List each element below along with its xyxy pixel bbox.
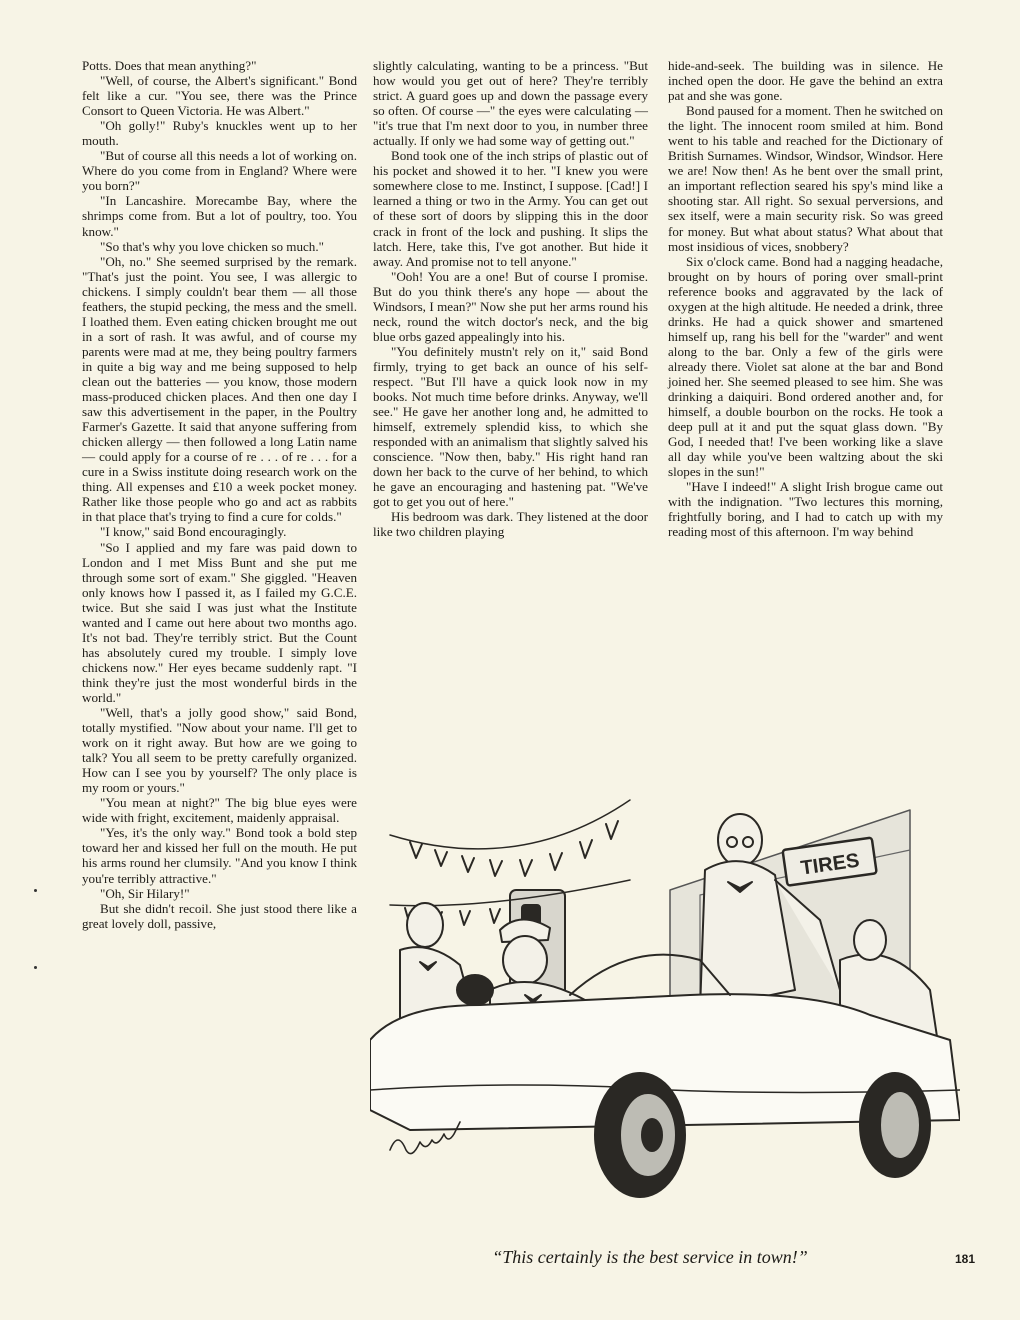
cartoon-illustration [370, 790, 960, 1220]
margin-mark [34, 966, 37, 969]
text-column-1 [82, 58, 357, 931]
paragraph: His bedroom was dark. They listened at the door like two children playing [373, 509, 648, 540]
paragraph: slightly calculating, wanting to be a princess. "But how would you get out of here? They're terribly strict. A guard goes up and down the passage every so often. Of course —" the eyes were calculating — "it's true that I'm next door to you, in number three actually. If only we had some way of getting out." [373, 58, 648, 149]
car-wheel-rear [860, 1073, 930, 1177]
paragraph: "In Lancashire. Morecambe Bay, where the shrimps come from. But a lot of poultry, too. You know." [82, 193, 357, 239]
paragraph: "Oh, Sir Hilary!" [100, 885, 190, 901]
paragraph: But she didn't recoil. She just stood there like a great lovely doll, passive, [82, 900, 357, 931]
paragraph: "Ooh! You are a one! But of course I promise. But do you think there's any hope — about the Windsors, I mean?" Now she put her arms round his neck, round the witch doctor's neck, and the big blue orbs gazed appealingly into his. [373, 268, 648, 344]
paragraph: Bond paused for a moment. Then he switched on the light. The innocent room smiled at him. Bond went to his table and reached for the Dictionary of British Surnames. Windsor, Windsor, Windsor. Here we are! Now then! As he bent over the small print, an important reflection seared his spy's mind like a shooting star. All right. So sexual perversions, and sex itself, were a main security risk. So was greed for money. But what about status? What about that most insidious of vices, snobbery? [668, 103, 943, 254]
paragraph: Bond took one of the inch strips of plastic out of his pocket and showed it to her. "I knew you were somewhere close to me. Instinct, I suppose. [Cad!] I learned a thing or two in the Army. You can get out of these sort of doors by slipping this in the door crack in front of the lock and pushing. It slips the latch. Here, take this, I've got another. But hide it away. And promise not to tell anyone." [373, 148, 648, 269]
paragraph: "So that's why you love chicken so much." [100, 238, 324, 254]
paragraph: hide-and-seek. The building was in silence. He inched open the door. He gave the behind an extra pat and she was gone. [668, 58, 943, 104]
bunting-string [390, 800, 630, 849]
paragraph: "You mean at night?" The big blue eyes were wide with fright, excitement, maidenly appraisal. [82, 795, 357, 826]
cartoon-caption: “This certainly is the best service in town!” [492, 1247, 808, 1267]
paragraph: "You definitely mustn't rely on it," said Bond firmly, trying to get back an ounce of his self-respect. "But I'll have a quick look now in my books. Not much time before drinks. Anyway, we'll see." He gave her another long and, he admitted to himself, extremely splendid kiss, to which she responded with an animalism that slightly salved his conscience. "Now then, baby." His right hand ran down her back to the curve of her behind, to which he gave an encouraging and hastening pat. "We've got to get you out of here." [373, 343, 648, 510]
paragraph: "Well, of course, the Albert's significant." Bond felt like a cur. "You see, there was the Prince Consort to Queen Victoria. He was Albert." [82, 73, 357, 119]
paragraph: "Well, that's a jolly good show," said Bond, totally mystified. "Now about your name. I'll get to work on it right away. But how are we going to talk? You all seem to be pretty carefully organized. How can I see you by yourself? The only place is my room or yours." [82, 705, 357, 796]
paragraph: "So I applied and my fare was paid down to London and I met Miss Bunt and she put me through some sort of exam." She giggled. "Heaven only knows how I passed it, as I failed my G.C.E. twice. But she said I was just what the Institute wanted and I came out here about two months ago. It's not bad. They're terribly strict. But the Count has absolutely cured my trouble. I simply love chickens now." Her eyes became suddenly rapt. "I think they're just the most wonderful birds in the world." [82, 539, 357, 705]
paragraph: "But of course all this needs a lot of working on. Where do you come from in England? Where were you born?" [82, 148, 357, 194]
paragraph: "Yes, it's the only way." Bond took a bold step toward her and kissed her full on the mouth. He put his arms round her clumsily. "And you know I think you're terribly attractive." [82, 825, 357, 886]
car-wheel-front [595, 1073, 685, 1197]
margin-mark [34, 889, 37, 892]
paragraph: "I know," said Bond encouragingly. [100, 524, 287, 540]
text-column-2 [373, 58, 648, 540]
text-column-3 [668, 58, 943, 540]
page-number: 181 [955, 1252, 976, 1266]
paragraph: Potts. Does that mean anything?" [82, 58, 257, 73]
paragraph: "Have I indeed!" A slight Irish brogue came out with the indignation. "Two lectures this morning, frightfully boring, and I had to catch up with my reading most of this afternoon. I'm way behind [668, 479, 943, 540]
tires-sign-text: TIRES [799, 849, 861, 880]
bunting-flags [410, 821, 618, 876]
woman-hair [457, 975, 493, 1005]
paragraph: Six o'clock came. Bond had a nagging headache, brought on by hours of poring over small-print reference books and aggravated by the lack of oxygen at the high altitude. He needed a drink, three drinks. He had a quick shower and smartened himself up, rang his bell for the "warder" and went along to the bar. Only a few of the girls were already there. Violet sat alone at the bar and Bond joined her. She seemed pleased to see him. She was drinking a daiquiri. Bond ordered another and, for himself, a double bourbon on the rocks. He took a deep pull at it and put the squat glass down. "By God, I needed that! I've been working like a slave all day while you've been waltzing about the ski slopes in the sun!" [668, 253, 943, 480]
paragraph: "Oh, no." She seemed surprised by the remark. "That's just the point. You see, I was allergic to chickens. I simply couldn't bear them — all those feathers, the stupid pecking, the mess and the smell. I loathed them. Even eating chicken brought me out in a sort of rash. It was awful, and of course my parents were mad at me, they being poultry farmers in quite a big way and me being supposed to help clean out the batteries — you know, those modern mass-produced chicken places. And then one day I saw this advertisement in the paper, in the Poultry Farmer's Gazette. It said that anyone suffering from chicken allergy — then followed a long Latin name — could apply for a course of re . . . of re . . . for a cure in a Swiss institute doing research work on the thing. All expenses and £10 a week pocket money. Rather like those people who go and act as rabbits in that place that's trying to find a cure for colds." [82, 253, 357, 525]
paragraph: "Oh golly!" Ruby's knuckles went up to her mouth. [82, 118, 357, 149]
